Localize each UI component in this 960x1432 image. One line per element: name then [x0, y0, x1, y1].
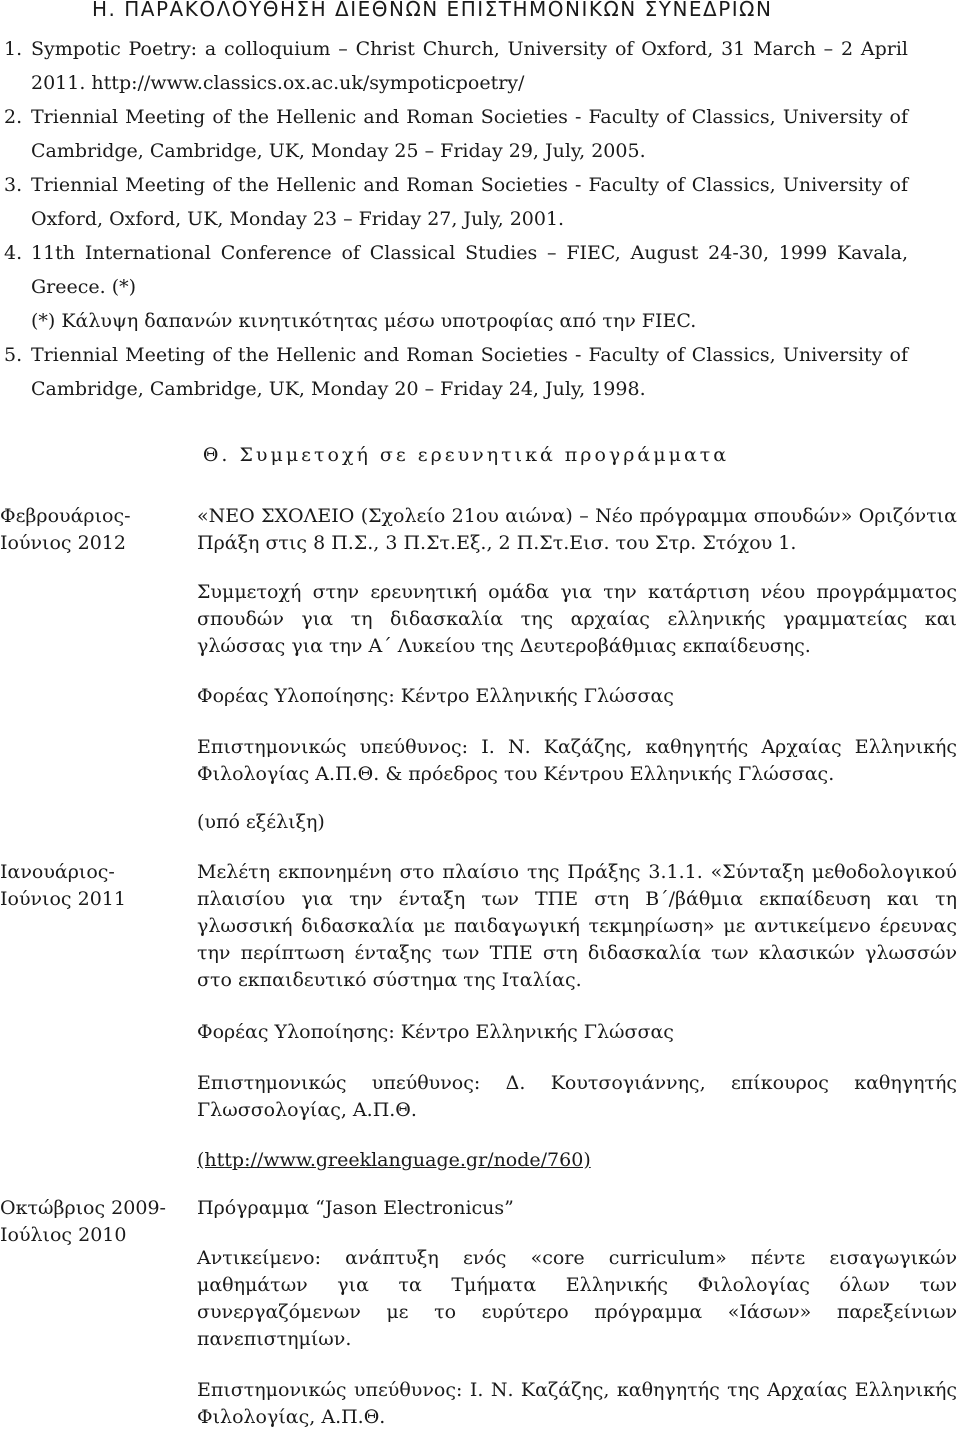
project-title: «ΝΕΟ ΣΧΟΛΕΙΟ (Σχολείο 21ου αιώνα) – Νέο πρόγραμμα σπουδών» Οριζόντια Πράξη στις 8 Π.Σ., 3 Π.Στ.Εξ., 2 Π.Στ.Εισ. του Στρ. Στόχου 1. — [197, 505, 957, 554]
item-number: 3. — [4, 174, 23, 196]
project-title: Πρόγραμμα “Jason Electronicus” — [197, 1197, 514, 1219]
list-item — [4, 32, 908, 100]
item-text-cont: Greece. (*) — [31, 276, 137, 298]
project-supervisor: Επιστημονικώς υπεύθυνος: Ι. Ν. Καζάζης, καθηγητής Αρχαίας Ελληνικής Φιλολογίας Α.Π.Θ. & πρόεδρος του Κέντρου Ελληνικής Γλώσσας. — [197, 736, 957, 785]
date-line: Οκτώβριος 2009- — [0, 1197, 166, 1219]
item-text-cont: 2011. http://www.classics.ox.ac.uk/sympoticpoetry/ — [31, 72, 525, 94]
item-text: Triennial Meeting of the Hellenic and Roman Societies - Faculty of Classics, University of — [31, 106, 908, 128]
item-text-cont: Cambridge, Cambridge, UK, Monday 20 – Friday 24, July, 1998. — [31, 378, 646, 400]
footnote: (*) Κάλυψη δαπανών κινητικότητας μέσω υποτροφίας από την FIEC. — [31, 310, 697, 332]
item-text: 11th International Conference of Classical Studies – FIEC, August 24-30, 1999 Kavala, — [31, 242, 908, 264]
list-item — [4, 236, 908, 338]
item-number: 5. — [4, 344, 23, 366]
project-supervisor: Επιστημονικώς υπεύθυνος: Δ. Κουτσογιάννης, επίκουρος καθηγητής Γλωσσολογίας, Α.Π.Θ. — [197, 1072, 957, 1121]
conference-list — [4, 32, 908, 406]
date-line: Ιούλιος 2010 — [0, 1224, 127, 1246]
item-number: 2. — [4, 106, 23, 128]
list-item — [4, 168, 908, 236]
project-description: Συμμετοχή στην ερευνητική ομάδα για την κατάρτιση νέου προγράμματος σπουδών για τη διδασκαλία της αρχαίας ελληνικής γραμματείας και γλώσσας για την Α΄ Λυκείου της Δευτεροβάθμιας εκπαίδευσης. — [197, 581, 957, 657]
project-implementer: Φορέας Υλοποίησης: Κέντρο Ελληνικής Γλώσσας — [197, 685, 674, 707]
date-line: Ιανουάριος- — [0, 861, 115, 883]
project-implementer: Φορέας Υλοποίησης: Κέντρο Ελληνικής Γλώσσας — [197, 1021, 674, 1043]
item-text: Sympotic Poetry: a colloquium – Christ Church, University of Oxford, 31 March – 2 April — [31, 38, 908, 60]
project-date — [0, 1195, 180, 1249]
date-line: Ιούνιος 2011 — [0, 888, 126, 910]
item-text: Triennial Meeting of the Hellenic and Roman Societies - Faculty of Classics, University of — [31, 344, 908, 366]
item-text: Triennial Meeting of the Hellenic and Roman Societies - Faculty of Classics, University of — [31, 174, 908, 196]
project-supervisor: Επιστημονικώς υπεύθυνος: Ι. Ν. Καζάζης, καθηγητής της Αρχαίας Ελληνικής Φιλολογίας, Α.Π.Θ. — [197, 1379, 957, 1428]
item-number: 1. — [4, 38, 23, 60]
project-date — [0, 859, 180, 913]
list-item — [4, 338, 908, 406]
project-description: Αντικείμενο: ανάπτυξη ενός «core curriculum» πέντε εισαγωγικών μαθημάτων για τα Τμήματα Ελληνικής Φιλολογίας όλων των συνεργαζόμενων με το ευρύτερο πρόγραμμα «Ιάσων» παρεξείνιων πανεπιστημίων. — [197, 1247, 957, 1350]
item-number: 4. — [4, 242, 23, 264]
item-text-cont: Cambridge, Cambridge, UK, Monday 25 – Friday 29, July, 2005. — [31, 140, 646, 162]
date-line: Φεβρουάριος- — [0, 505, 131, 527]
section-h-heading: Η. ΠΑΡΑΚΟΛΟΥΘΗΣΗ ΔΙΕΘΝΩΝ ΕΠΙΣΤΗΜΟΝΙΚΩΝ ΣΥΝΕΔΡΙΩΝ — [92, 0, 773, 21]
project-link[interactable]: (http://www.greeklanguage.gr/node/760) — [197, 1149, 591, 1171]
list-item — [4, 100, 908, 168]
project-date — [0, 503, 180, 557]
section-th-heading: Θ. Συμμετοχή σε ερευνητικά προγράμματα — [202, 444, 730, 466]
item-text-cont: Oxford, Oxford, UK, Monday 23 – Friday 27, July, 2001. — [31, 208, 565, 230]
date-line: Ιούνιος 2012 — [0, 532, 126, 554]
project-status: (υπό εξέλιξη) — [197, 811, 325, 833]
project-description: Μελέτη εκπονημένη στο πλαίσιο της Πράξης 3.1.1. «Σύνταξη μεθοδολογικού πλαισίου για την ένταξη των ΤΠΕ στη Β΄/βάθμια εκπαίδευση και τη γλωσσική διδασκαλία με παιδαγωγική τεκμηρίωση» με αντικείμενο έρευνας την περίπτωση ένταξης των ΤΠΕ στη διδασκαλία των κλασικών γλωσσών στο εκπαιδευτικό σύστημα της Ιταλίας. — [197, 861, 957, 991]
